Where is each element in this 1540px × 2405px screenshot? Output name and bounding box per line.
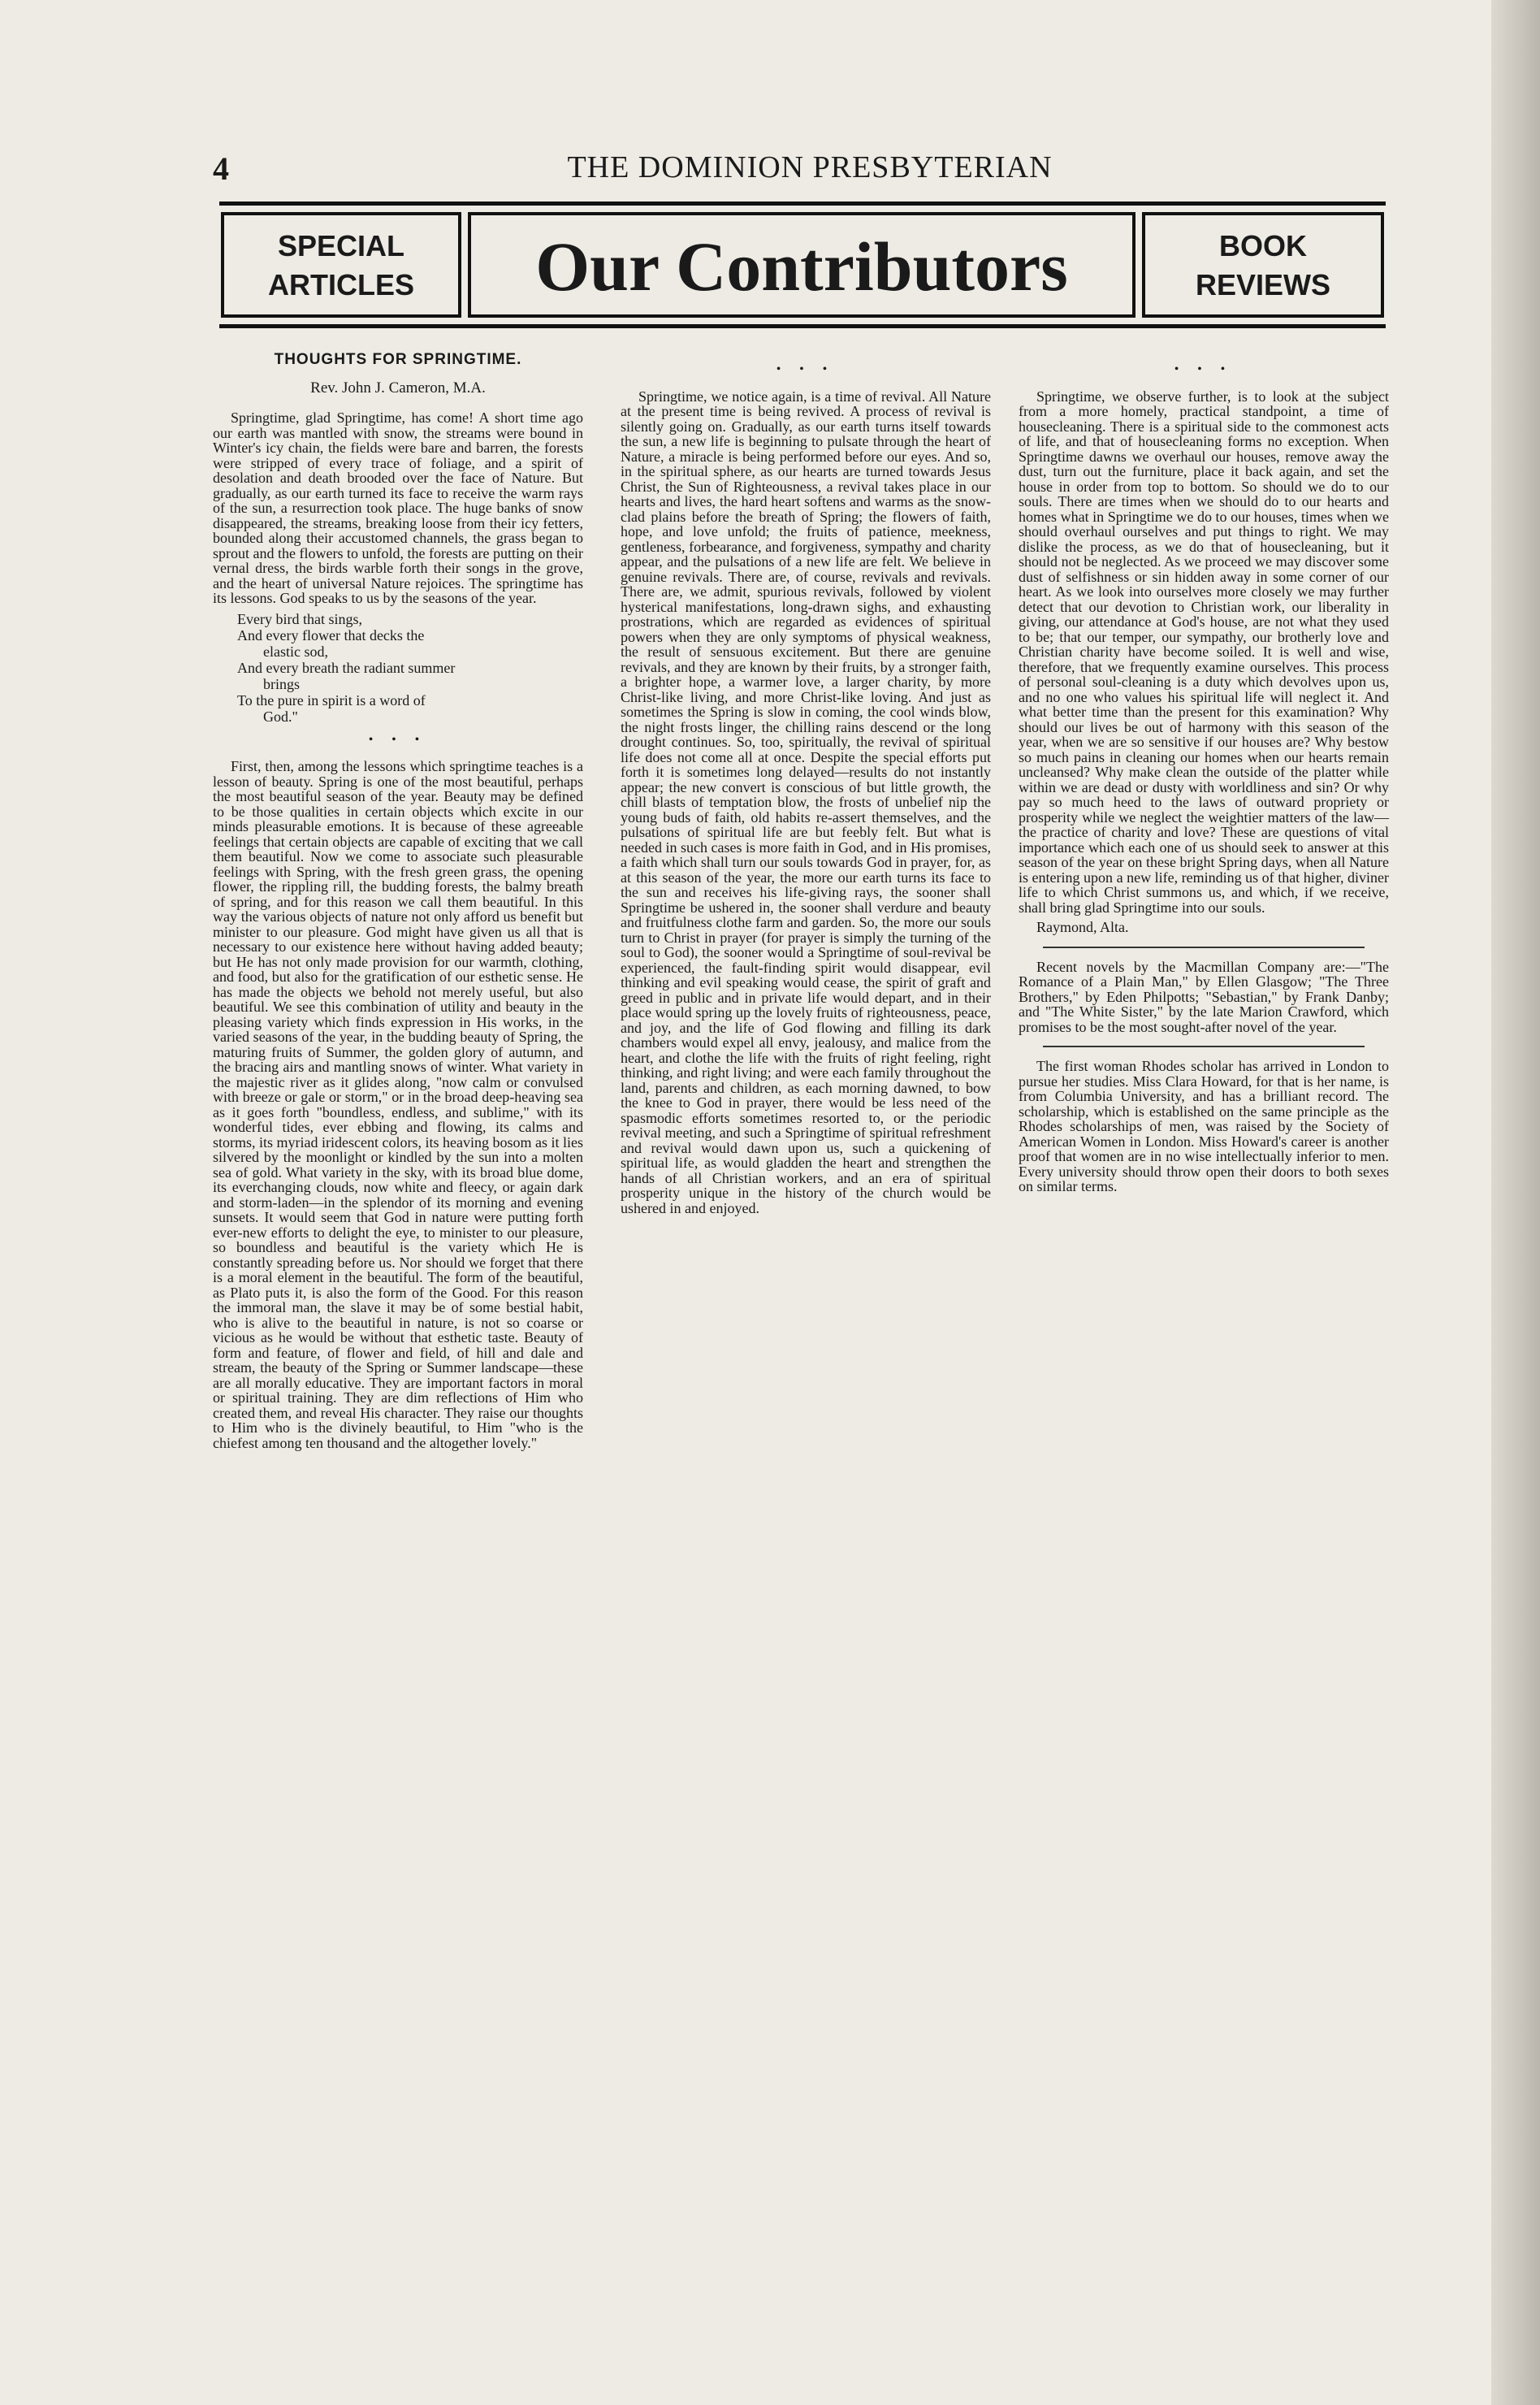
divider-1 — [1043, 947, 1365, 948]
section-separator-3: • • • — [1174, 363, 1233, 375]
section-separator: • • • — [369, 733, 427, 746]
special-articles-line1: SPECIAL — [277, 229, 405, 262]
section-banner — [219, 202, 1386, 328]
special-articles-label — [224, 227, 458, 305]
poem-line-3: And every breath the radiant summer — [237, 659, 456, 676]
book-reviews-line2: REVIEWS — [1195, 268, 1331, 301]
poem-line-4: To the pure in spirit is a word of — [237, 691, 426, 708]
our-contributors-box — [468, 212, 1136, 318]
divider-2 — [1043, 1046, 1365, 1047]
column-2 — [621, 354, 991, 1216]
poem-line-3b: brings — [263, 675, 300, 692]
article-heading: THOUGHTS FOR SPRINGTIME. — [274, 351, 522, 368]
book-reviews-line1: BOOK — [1219, 229, 1307, 262]
poem-quote — [213, 611, 583, 725]
poem-line-1: Every bird that sings, — [237, 610, 362, 627]
article-paragraph-2: First, then, among the lessons which springtime teaches is a lesson of beauty. Spring is one of the most beautiful, perhaps the most beautiful season of the year. Beauty may be defined to be those qualities in certain objects which excite in our minds pleasurable emotions. It is because of these agreeable feelings that certain objects are capable of exciting that we call them beautiful. Now we come to associate such pleasurable feelings with Spring, with the fresh green grass, the opening flower, the rippling rill, the budding forests, the balmy breath of spring, and for this reason we call them beautiful. In this way the various objects of nature not only afford us benefit but minister to our pleasure. God might have given us all that is necessary to our existence here without having added beauty; but He has not only made provision for our warmth, clothing, and food, but also for the gratification of our esthetic sense. He has made the objects we behold not merely useful, but also beautiful. We see this combination of utility and beauty in the pleasing variety which finds expression in His works, in the varied seasons of the year, in the budding beauty of Spring, the maturing fruits of Summer, the golden glory of autumn, and the bracing airs and mantling snows of winter. What variety in the majestic river as it glides along, "now calm or convulsed with breeze or gale or storm," or in the broad deep-heaving sea as it goes forth "boundless, endless, and sublime," with its wonderful tides, ever ebbing and flowing, its calms and storms, its myriad iridescent colors, its heaving bosom as it lies silvered by the moonlight or kindled by the sun into a molten sea of gold. What variety in the sky, with its broad blue dome, its everchanging clouds, now white and fleecy, or again dark and storm-laden—in the splendor of its morning and evening sunsets. It would seem that God in nature were putting forth ever-new efforts to delight the eye, to minister to our pleasure, so boundless and beautiful is the variety which He is constantly spreading before us. Nor should we forget that there is a moral element in the beautiful. The form of the beautiful, as Plato puts it, is also the form of the Good. For this reason the immoral man, the slave it may be of some bestial habit, who is alive to the beautiful in nature, is not so coarse or vicious as he would be without that esthetic taste. Beauty of form and feature, of flower and field, of hill and dale and stream, the beauty of the Spring or Summer landscape—these are all morally educative. They are important factors in moral or spiritual training. They are dim reflections of Him who created them, and reveal His character. They raise our thoughts to Him who is the divinely beautiful, to Him "who is the chiefest among ten thousand and the altogether lovely." — [213, 758, 583, 1451]
article-paragraph-3: Springtime, we notice again, is a time of revival. All Nature at the present time is being revived. A process of revival is silently going on. Gradually, as our earth turns itself towards the sun, a new life is beginning to pulsate through the heart of Nature, a miracle is being performed before our eyes. And so, in the spiritual sphere, as our hearts are turned towards Jesus Christ, the Sun of Righteousness, a revival takes place in our hearts and lives, the hard heart softens and warms as the snow-clad plains before the breath of Spring; the flowers of faith, hope, and love unfold; the fruits of patience, meekness, gentleness, forbearance, and forgiveness, sympathy and charity appear, and the pulsations of a new life are felt. We believe in genuine revivals. There are, of course, revivals and revivals. There are, we admit, spurious revivals, followed by violent hysterical manifestations, long-drawn sighs, and exhausting prostrations, which are regarded as evidences of spiritual powers when they are only symptoms of physical weakness, the result of sensuous excitement. But there are genuine revivals, and they are known by their fruits, by a stronger faith, a brighter hope, a warmer love, a larger charity, by more Christ-like living, and more Christ-like loving. And just as sometimes the Spring is slow in coming, the cool winds blow, the night frosts linger, the chilling rains descend or the long drought continues. So, too, spiritually, the revival of spiritual life does not come all at once. Despite the special efforts put forth it is sometimes long delayed—results do not instantly appear; the new convert is conscious of but little growth, the chill blasts of temptation blow, the frosts of unbelief nip the young buds of faith, old habits re-assert themselves, and the pulsations of spiritual life are but feebly felt. But what is needed in such cases is more faith in God, and in His promises, a faith which shall turn our souls towards God in prayer, for, as at this season of the year, the more our earth turns its face to the sun and receives his life-giving rays, the sooner shall Springtime be ushered in, the sooner shall verdure and beauty and fruitfulness clothe farm and garden. So, the more our souls turn to Christ in prayer (for prayer is simply the turning of the soul to God), the sooner would a Springtime of soul-revival be experienced, the fault-finding spirit would disappear, evil thinking and evil speaking would cease, the spirit of graft and greed in public and in private life would depart, and in their place would spring up the lovely fruits of righteousness, peace, and joy, and the life of God flowing and filling its dark chambers would expel all envy, jealousy, and malice from the heart, and clothe the life with the fruits of right feeling, right thinking, and right living; and were each family throughout the land, parents and children, as each morning dawned, to bow the knee to God in prayer, there would be less need of the spasmodic efforts sometimes resorted to, or the periodic revival meeting, and such a Springtime of spiritual refreshment and revival would dawn upon us, such a quickening of spiritual life, as would gladden the heart and strengthen the hands of all Christian workers, and an era of spiritual prosperity unique in the history of the church would be ushered in and enjoyed. — [621, 388, 991, 1216]
article-location: Raymond, Alta. — [1036, 919, 1129, 935]
section-separator-2: • • • — [776, 363, 835, 375]
article-byline: Rev. John J. Cameron, M.A. — [310, 379, 486, 396]
article-paragraph-4: Springtime, we observe further, is to look at the subject from a more homely, practical standpoint, a time of housecleaning. There is a spiritual side to the commonest acts of life, and that of housecleaning forms no exception. When Springtime dawns we overhaul our houses, remove away the dust, turn out the furniture, place it back again, and set the house in order from top to bottom. So should we do to our souls. There are times when we should do to our hearts and homes what in Springtime we do to our houses, times when we should overhaul ourselves and put things to right. We may dislike the process, as we do that of housecleaning, but it should not be neglected. As we proceed we may discover some dust of selfishness or sin hidden away in some corner of our heart. As we look into ourselves more closely we may further detect that our devotion to Christian work, our liberality in giving, our attendance at God's house, are not what they used to be; that our temper, our sympathy, our brotherly love and Christian charity have become soiled. It is well and wise, therefore, that we frequently examine ourselves. This process of personal soul-cleaning is a duty which devolves upon us, and no one who values his spiritual life will neglect it. And what better time than the present for this examination? Why should our lives be out of harmony with this season of the year, when we are so sensitive if our houses are? Why bestow so much pains in cleaning our homes when our hearts remain uncleansed? Why make clean the outside of the platter while within we are dead or dusty with worldliness and sin? Or why pay so much heed to the laws of outward propriety or prosperity while we neglect the weightier matters of the law—the practice of charity and love? These are questions of vital importance which each one of us should seek to answer at this season of the year on these bright Spring days, when all Nature is entering upon a new life, reminding us of that higher, diviner life to which Christ summons us, and which, if we receive, shall bring glad Springtime into our souls. — [1019, 388, 1389, 916]
column-3 — [1019, 354, 1389, 1194]
macmillan-note: Recent novels by the Macmillan Company are:—"The Romance of a Plain Man," by Ellen Glasgow; "The Three Brothers," by Eden Philpotts; "Sebastian," by Frank Danby; and "The White Sister," by the late Marion Crawford, which promises to be the most sought-after novel of the year. — [1019, 958, 1389, 1035]
poem-line-4b: God." — [263, 708, 298, 725]
rhodes-scholar-note: The first woman Rhodes scholar has arrived in London to pursue her studies. Miss Clara Howard, for that is her name, is from Columbia University, and has a brilliant record. The scholarship, which is established on the same principle as the Rhodes scholarships of men, was raised by the Society of American Women in London. Miss Howard's career is another proof that women are in no wise intellectually inferior to men. Every university should throw open their doors to both sexes on similar terms. — [1019, 1058, 1389, 1194]
special-articles-box — [221, 212, 461, 318]
special-articles-line2: ARTICLES — [268, 268, 414, 301]
paper-title: THE DOMINION PRESBYTERIAN — [567, 150, 1053, 184]
poem-line-2: And every flower that decks the — [237, 626, 425, 644]
book-reviews-label — [1145, 227, 1381, 305]
poem-line-2b: elastic sod, — [263, 643, 328, 660]
scan-edge — [1491, 0, 1540, 2405]
article-paragraph-1: Springtime, glad Springtime, has come! A short time ago our earth was mantled with snow, the streams were bound in Winter's icy chain, the fields were bare and barren, the forests were stripped of every trace of foliage, and a spirit of desolation and death brooded over the face of Nature. But gradually, as our earth turned its face to receive the warm rays of the sun, a resurrection took place. The huge banks of snow disappeared, the streams, breaking loose from their icy fetters, bounded along their accustomed channels, the grass began to sprout and the flowers to unfold, the forests are putting on their vernal dress, the birds warble forth their songs in the grove, and the heart of universal Nature rejoices. The springtime has its lessons. God speaks to us by the seasons of the year. — [213, 410, 583, 606]
book-reviews-box — [1142, 212, 1384, 318]
page-number: 4 — [213, 150, 229, 187]
running-head — [213, 146, 1391, 195]
column-1 — [213, 349, 583, 1450]
section-title: Our Contributors — [535, 228, 1068, 306]
